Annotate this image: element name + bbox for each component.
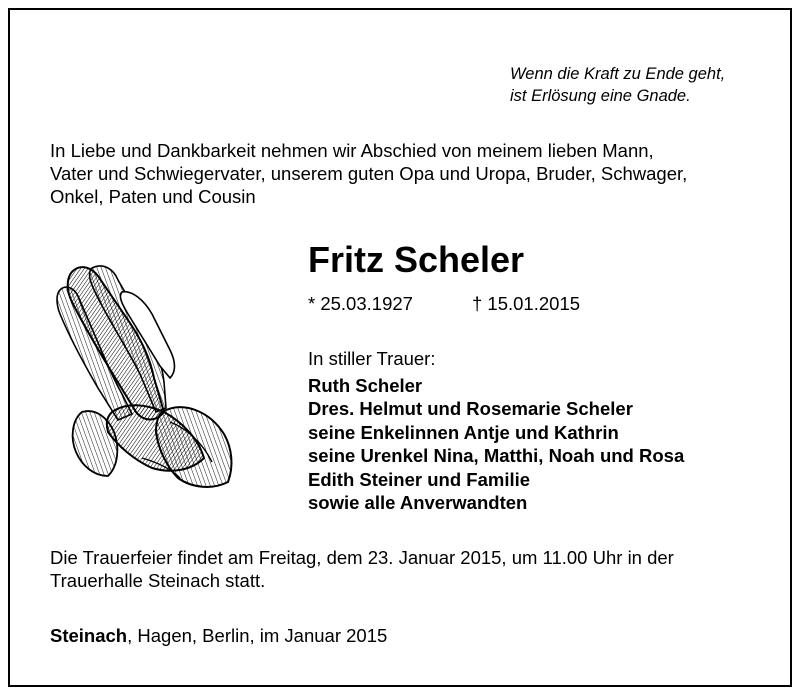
mourning-label: In stiller Trauer: — [308, 348, 436, 369]
death-date: † 15.01.2015 — [472, 293, 581, 314]
motto — [510, 63, 780, 107]
intro-text — [50, 139, 770, 208]
mourner: Dres. Helmut und Rosemarie Scheler — [308, 398, 633, 420]
praying-hands-icon — [52, 262, 237, 494]
intro-line: In Liebe und Dankbarkeit nehmen wir Abschied von meinem lieben Mann, — [50, 140, 654, 161]
birth-date: * 25.03.1927 — [308, 293, 413, 314]
mourner: seine Urenkel Nina, Matthi, Noah und Rosa — [308, 445, 685, 467]
mourner: Ruth Scheler — [308, 375, 423, 396]
mourner: seine Enkelinnen Antje und Kathrin — [308, 421, 619, 443]
place-town: Steinach — [50, 625, 128, 646]
mourners-list — [308, 374, 684, 514]
mourner: Edith Steiner und Familie — [308, 468, 531, 490]
motto-line: Wenn die Kraft zu Ende geht, — [510, 65, 726, 83]
motto-line: ist Erlösung eine Gnade. — [510, 87, 691, 105]
intro-line: Vater und Schwiegervater, unserem guten Opa und Uropa, Bruder, Schwager, — [50, 163, 688, 184]
deceased-name: Fritz Scheler — [308, 239, 525, 280]
obituary-frame — [8, 8, 792, 687]
life-dates — [308, 292, 581, 316]
place-date-line — [50, 624, 387, 647]
place-rest: , Hagen, Berlin, im Januar 2015 — [127, 625, 388, 646]
service-line: Trauerhalle Steinach statt. — [50, 570, 266, 591]
service-info — [50, 546, 770, 592]
service-line: Die Trauerfeier findet am Freitag, dem 23. Januar 2015, um 11.00 Uhr in der — [50, 547, 674, 568]
mourner: sowie alle Anverwandten — [308, 492, 528, 514]
intro-line: Onkel, Paten und Cousin — [50, 186, 256, 207]
